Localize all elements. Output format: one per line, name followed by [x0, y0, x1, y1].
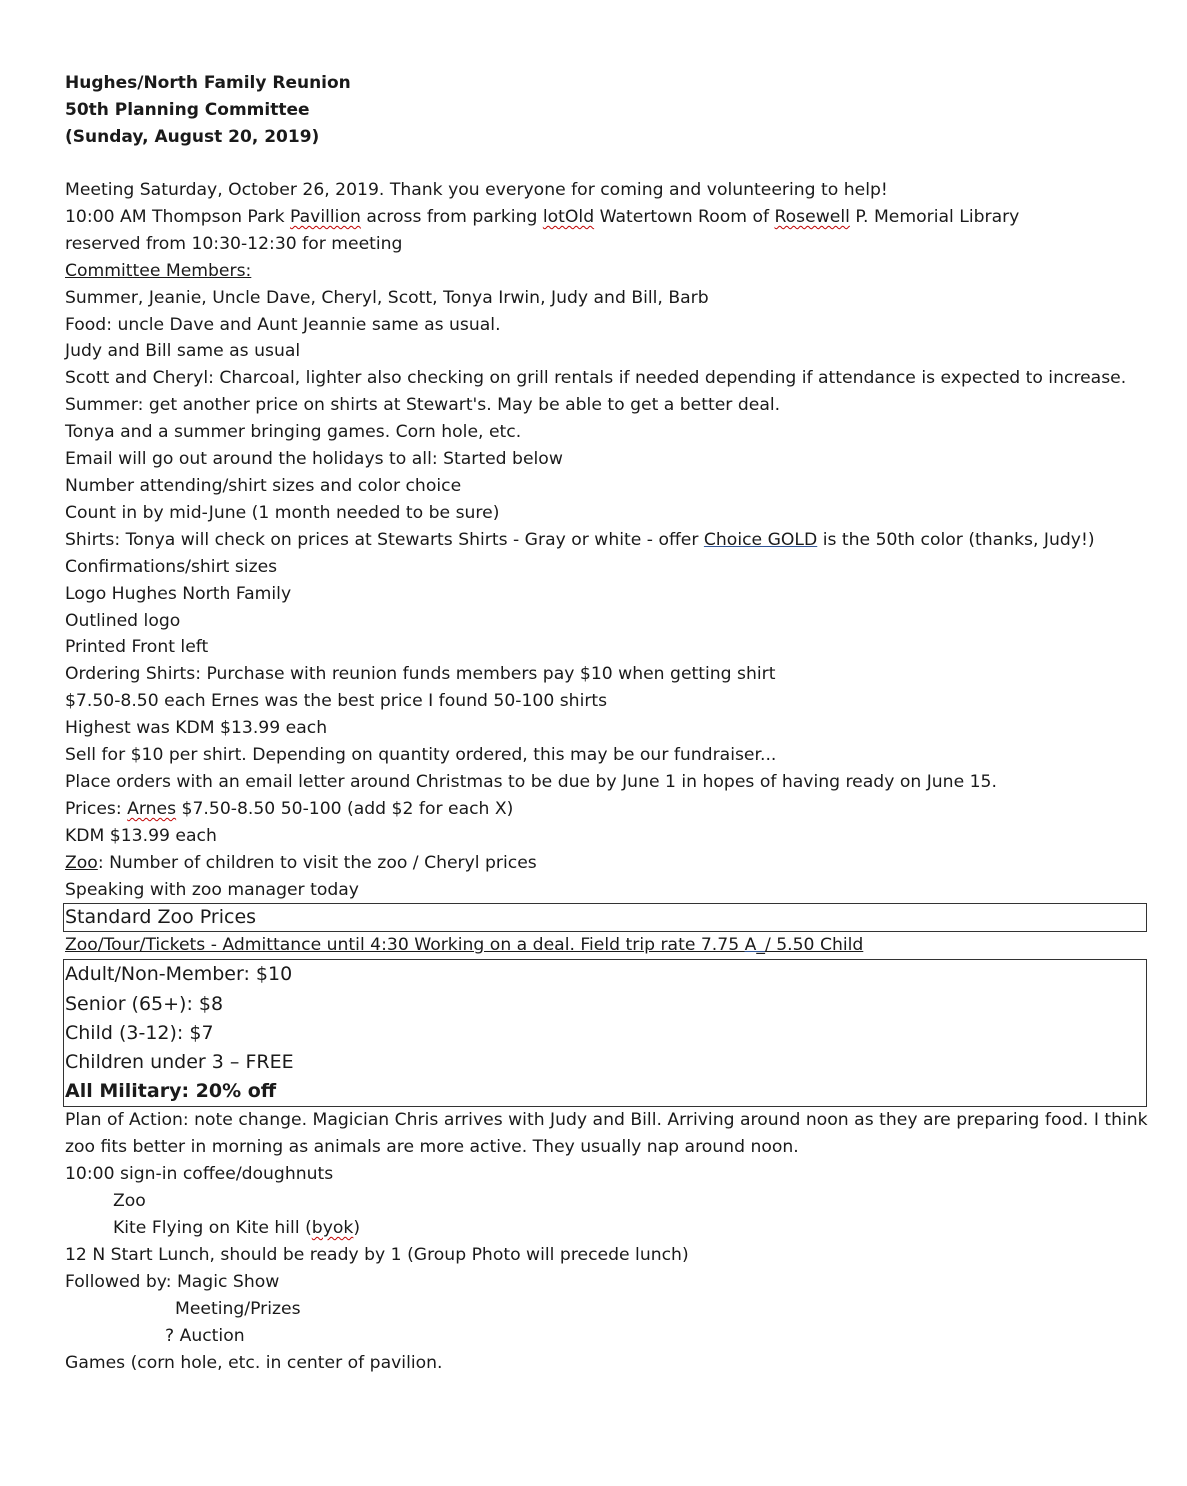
committee-heading: Committee Members: — [65, 260, 252, 281]
printed-line: Printed Front left — [65, 637, 209, 658]
plan-auction: ? Auction — [165, 1325, 245, 1346]
logo-line: Logo Hughes North Family — [65, 583, 292, 604]
doc-title: Hughes/North Family Reunion — [65, 73, 351, 93]
price-under3: Children under 3 – FREE — [65, 1050, 294, 1073]
location-line: 10:00 AM Thompson Park Pavillion across from parking lotOld Watertown Room of Rosewell P. Memorial Library — [65, 206, 1020, 227]
price-military: All Military: 20% off — [65, 1080, 277, 1103]
outlined-logo-line: Outlined logo — [65, 610, 181, 631]
price-child: Child (3-12): $7 — [65, 1021, 214, 1044]
price-senior: Senior (65+): $8 — [65, 992, 224, 1015]
food-line: Food: uncle Dave and Aunt Jeannie same as usual. — [65, 314, 501, 335]
zoo-manager-line: Speaking with zoo manager today — [65, 879, 359, 900]
attending-line: Number attending/shirt sizes and color choice — [65, 475, 462, 496]
ordering-line: Ordering Shirts: Purchase with reunion funds members pay $10 when getting shirt — [65, 664, 776, 685]
summer-shirts-line: Summer: get another price on shirts at Stewart's. May be able to get a better deal. — [65, 395, 781, 416]
zoo-line: Zoo: Number of children to visit the zoo / Cheryl prices — [65, 852, 537, 873]
reserved-line: reserved from 10:30-12:30 for meeting — [65, 233, 403, 254]
plan-zoo: Zoo — [113, 1191, 146, 1212]
email-line: Email will go out around the holidays to all: Started below — [65, 449, 563, 470]
games-line: Tonya and a summer bringing games. Corn hole, etc. — [65, 422, 522, 443]
sell-line: Sell for $10 per shirt. Depending on quantity ordered, this may be our fundraiser... — [65, 745, 777, 766]
charcoal-line: Scott and Cheryl: Charcoal, lighter also checking on grill rentals if needed depending if attendance is expected to increase. — [65, 368, 1127, 389]
place-orders-line: Place orders with an email letter around Christmas to be due by June 1 in hopes of having ready on June 15. — [65, 771, 997, 792]
shirts-line: Shirts: Tonya will check on prices at Stewarts Shirts - Gray or white - offer Choice GOLD is the 50th color (thanks, Judy!) — [65, 529, 1095, 550]
plan-lunch: 12 N Start Lunch, should be ready by 1 (Group Photo will precede lunch) — [65, 1244, 689, 1265]
plan-signin: 10:00 sign-in coffee/doughnuts — [65, 1164, 334, 1185]
plan-games: Games (corn hole, etc. in center of pavilion. — [65, 1352, 443, 1373]
zoo-tickets-line: Zoo/Tour/Tickets - Admittance until 4:30 Working on a deal. Field trip rate 7.75 A_/ 5.50 Child — [65, 935, 864, 956]
kdm-line: KDM $13.99 each — [65, 825, 217, 846]
count-line: Count in by mid-June (1 month needed to be sure) — [65, 502, 500, 523]
meeting-line: Meeting Saturday, October 26, 2019. Thank you everyone for coming and volunteering to help! — [65, 180, 888, 200]
doc-subtitle: 50th Planning Committee — [65, 100, 310, 120]
plan-followed-by: Followed by: Magic Show — [65, 1271, 280, 1292]
price-adult: Adult/Non-Member: $10 — [65, 963, 293, 986]
document-page — [65, 70, 1155, 1376]
spacer — [65, 151, 1155, 177]
zoo-prices-title-box — [63, 903, 1147, 932]
plan-meeting: Meeting/Prizes — [175, 1298, 301, 1319]
zoo-prices-title: Standard Zoo Prices — [65, 906, 257, 929]
committee-members: Summer, Jeanie, Uncle Dave, Cheryl, Scott, Tonya Irwin, Judy and Bill, Barb — [65, 287, 709, 308]
judy-bill-line: Judy and Bill same as usual — [65, 341, 301, 362]
plan-kite: Kite Flying on Kite hill (byok) — [113, 1218, 361, 1239]
confirmations-line: Confirmations/shirt sizes — [65, 556, 278, 577]
highest-line: Highest was KDM $13.99 each — [65, 718, 328, 739]
doc-date: (Sunday, August 20, 2019) — [65, 127, 320, 147]
plan-of-action: Plan of Action: note change. Magician Chris arrives with Judy and Bill. Arriving around noon as they are preparing food. I think zoo fits better in morning as animals are more active. They usually nap around noon. — [65, 1110, 1148, 1158]
price-range-line: $7.50-8.50 each Ernes was the best price I found 50-100 shirts — [65, 691, 608, 712]
zoo-prices-box — [63, 959, 1147, 1107]
prices-line: Prices: Arnes $7.50-8.50 50-100 (add $2 for each X) — [65, 798, 514, 819]
